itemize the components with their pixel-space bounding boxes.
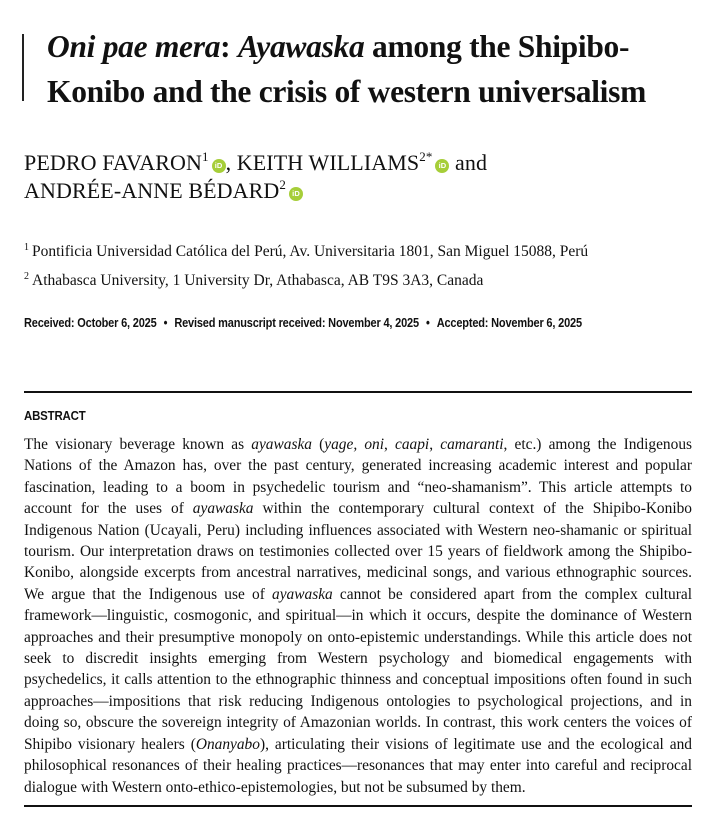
divider-bottom: [24, 805, 692, 807]
affiliation-text: Athabasca University, 1 University Dr, Athabasca, AB T9S 3A3, Canada: [32, 272, 484, 289]
revised-date: Revised manuscript received: November 4, 2025: [174, 316, 419, 330]
affiliation-2: [24, 271, 483, 291]
abstract-italic-term: Onanyabo: [195, 735, 260, 753]
abstract-italic-term: ayawaska: [251, 436, 312, 453]
orcid-icon[interactable]: iD: [212, 159, 226, 173]
abstract-italic-term: yage, oni: [324, 436, 384, 453]
orcid-icon[interactable]: iD: [289, 187, 303, 201]
affiliation-marker: 1: [24, 242, 29, 253]
author-affiliation-marker: 1: [201, 149, 209, 164]
abstract-text-segment: ), articulating their visions of legitimate use and the ecological and philosophical resonances of their healing practices—resonances that may enter into careful and reciprocal dialogue with Western onto-ethico-epistemologies, but not be subsumed by them.: [24, 735, 693, 796]
abstract-italic-term: ayawaska: [272, 585, 333, 603]
abstract-text-segment: ,: [429, 436, 441, 453]
author-affiliation-marker: 2: [279, 177, 287, 192]
author-name: PEDRO FAVARON: [24, 150, 202, 175]
bullet-separator: •: [425, 316, 430, 330]
author-affiliation-marker: 2*: [419, 149, 433, 164]
title-separator: :: [220, 29, 238, 64]
accepted-date: Accepted: November 6, 2025: [436, 316, 582, 330]
title-italic-2: Ayawaska: [237, 29, 365, 64]
author-name: KEITH WILLIAMS: [236, 150, 420, 175]
affiliation-marker: 2: [24, 271, 29, 282]
bullet-separator: •: [163, 316, 168, 330]
article-title: [47, 24, 707, 114]
abstract-heading: ABSTRACT: [24, 408, 86, 423]
orcid-icon[interactable]: iD: [435, 159, 449, 173]
abstract-text-segment: cannot be considered apart from the complex cultural framework—linguistic, cosmogonic, and spiritual—in which it occurs, despite the dominance of Western approaches and their presumptive monopoly on onto-epistemic understandings. While this article does not seek to discredit insights emerging from Western psychology and biomedical engagements with psychedelics, it calls attention to the ethnographic thinness and conceptual impositions often found in such approaches—impositions that risk reducing Indigenous ontologies to psychological projections, and in doing so, obscure the sovereign integrity of Amazonian worlds. In contrast, this work centers the voices of Shipibo visionary healers (: [24, 585, 692, 753]
title-accent-bar: [22, 34, 24, 101]
abstract-italic-term: ayawaska: [192, 500, 254, 518]
abstract-text-segment: ,: [384, 436, 396, 453]
abstract-italic-term: camaranti: [440, 436, 504, 453]
received-date: Received: October 6, 2025: [24, 316, 157, 330]
title-italic-1: Oni pae mera: [47, 29, 221, 64]
affiliation-text: Pontificia Universidad Católica del Perú, Av. Universitaria 1801, San Miguel 15088, Perú: [32, 243, 589, 260]
abstract-text-segment: within the contemporary cultural context of the Shipibo-Konibo Indigenous Nation (Ucayali, Peru) including influences associated with Western neo-shamanic or spiritual tourism. Our interpretation draws on testimonies collected over 15 years of fieldwork among the Shipibo-Konibo, alongside excerpts from ancestral narratives, medicinal songs, and various ethnographic sources. We argue that the Indigenous use of: [24, 500, 692, 603]
abstract-italic-term: caapi: [395, 436, 430, 453]
affiliation-1: [24, 242, 588, 262]
author-separator: and: [449, 150, 488, 175]
publication-dates: [24, 316, 582, 330]
author-separator: ,: [225, 150, 237, 175]
title-rest: among the Shipibo-Konibo and the crisis of western universalism: [47, 29, 647, 109]
author-list: [24, 149, 704, 205]
abstract-text-segment: , etc.) among the Indigenous Nations of the Amazon has, over the past century, generated increasing academic interest and popular fascination, leading to a boom in psychedelic tourism and “neo-shamanism”. This article attempts to account for the uses of: [24, 436, 692, 518]
abstract-text-segment: (: [311, 436, 325, 453]
author-name: ANDRÉE-ANNE BÉDARD: [24, 178, 280, 203]
abstract-body: [24, 434, 692, 798]
divider-top: [24, 391, 692, 393]
abstract-text-segment: The visionary beverage known as: [24, 436, 252, 453]
